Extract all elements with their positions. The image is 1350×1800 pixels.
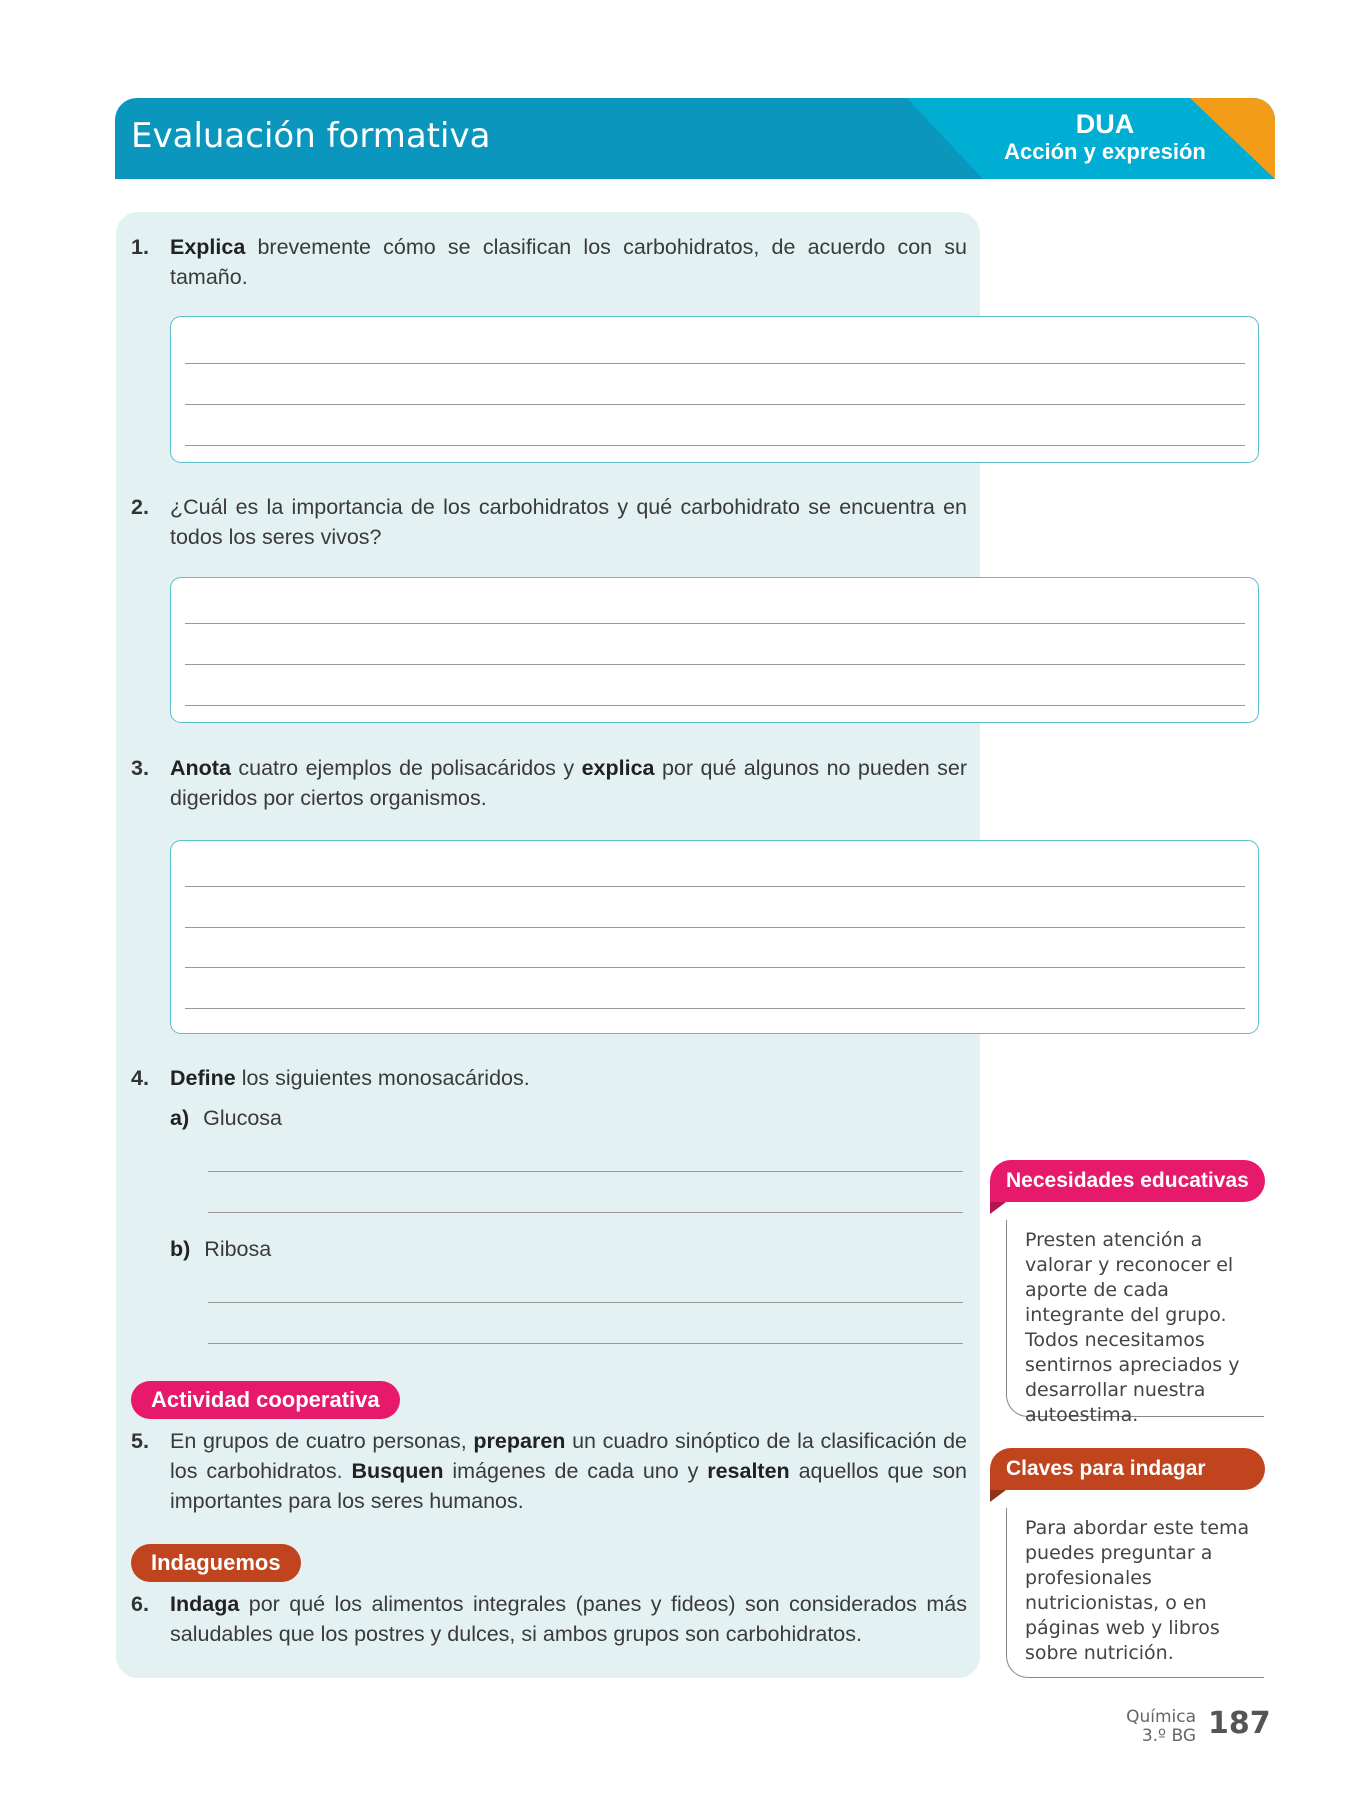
sub-label: a)	[170, 1106, 190, 1130]
claves-header: Claves para indagar	[990, 1448, 1265, 1490]
question-number: 3.	[131, 756, 149, 780]
cooperative-activity-badge: Actividad cooperativa	[131, 1381, 400, 1419]
sub-text: Glucosa	[203, 1106, 282, 1130]
answer-line[interactable]	[208, 1302, 963, 1303]
question-number: 1.	[131, 235, 149, 259]
question	[131, 1589, 967, 1649]
answer-line[interactable]	[208, 1343, 963, 1344]
page-title: Evaluación formativa	[131, 116, 491, 156]
subject-name: Química	[1126, 1707, 1196, 1727]
claves-text: Para abordar este tema puedes preguntar a profesionales nutricionistas, o en páginas web y libros sobre nutrición.	[1006, 1508, 1264, 1678]
answer-line	[185, 886, 1245, 887]
sub-item-a	[170, 1106, 282, 1131]
answer-line	[185, 705, 1245, 706]
answer-line	[185, 623, 1245, 624]
section-header	[115, 98, 1275, 179]
footer-subject	[1100, 1708, 1196, 1746]
question	[131, 1426, 967, 1516]
question	[131, 1063, 967, 1093]
indaguemos-badge: Indaguemos	[131, 1544, 301, 1582]
answer-line	[185, 363, 1245, 364]
sub-label: b)	[170, 1237, 191, 1261]
question-text: Define los siguientes monosacáridos.	[170, 1066, 530, 1090]
answer-line	[185, 664, 1245, 665]
answer-box[interactable]	[170, 840, 1259, 1034]
question-number: 2.	[131, 495, 149, 519]
question-text: Anota cuatro ejemplos de polisacáridos y explica por qué algunos no pueden ser digeridos por ciertos organismos.	[170, 756, 967, 810]
necesidades-text: Presten atención a valorar y reconocer el aporte de cada integrante del grupo. Todos necesitamos sentirnos apreciados y desarrollar nuestra autoestima.	[1006, 1220, 1264, 1417]
question	[131, 492, 967, 552]
question-text: ¿Cuál es la importancia de los carbohidratos y qué carbohidrato se encuentra en todos los seres vivos?	[170, 495, 967, 549]
question-number: 5.	[131, 1429, 149, 1453]
answer-line	[185, 1008, 1245, 1009]
question-text: En grupos de cuatro personas, preparen un cuadro sinóptico de la clasificación de los carbohidratos. Busquen imágenes de cada uno y resalten aquellos que son importantes para los seres humanos.	[170, 1429, 967, 1513]
answer-line	[185, 404, 1245, 405]
answer-line	[185, 927, 1245, 928]
answer-line[interactable]	[208, 1212, 963, 1213]
answer-box[interactable]	[170, 316, 1259, 463]
answer-line[interactable]	[208, 1171, 963, 1172]
answer-box[interactable]	[170, 577, 1259, 723]
sub-text: Ribosa	[204, 1237, 272, 1261]
question	[131, 232, 967, 292]
dua-subtitle: Acción y expresión	[1004, 139, 1206, 164]
page-number: 187	[1208, 1706, 1271, 1741]
dua-title: DUA	[1075, 109, 1135, 139]
sub-item-b	[170, 1237, 271, 1262]
grade-label: 3.º BG	[1141, 1726, 1196, 1746]
answer-line	[185, 967, 1245, 968]
dua-label	[995, 110, 1215, 166]
answer-line	[185, 445, 1245, 446]
question-number: 4.	[131, 1066, 149, 1090]
question-text: Explica brevemente cómo se clasifican los carbohidratos, de acuerdo con su tamaño.	[170, 235, 967, 289]
question	[131, 753, 967, 813]
necesidades-header: Necesidades educativas	[990, 1160, 1265, 1202]
question-number: 6.	[131, 1592, 149, 1616]
question-text: Indaga por qué los alimentos integrales (panes y fideos) son considerados más saludables que los postres y dulces, si ambos grupos son carbohidratos.	[170, 1592, 967, 1646]
